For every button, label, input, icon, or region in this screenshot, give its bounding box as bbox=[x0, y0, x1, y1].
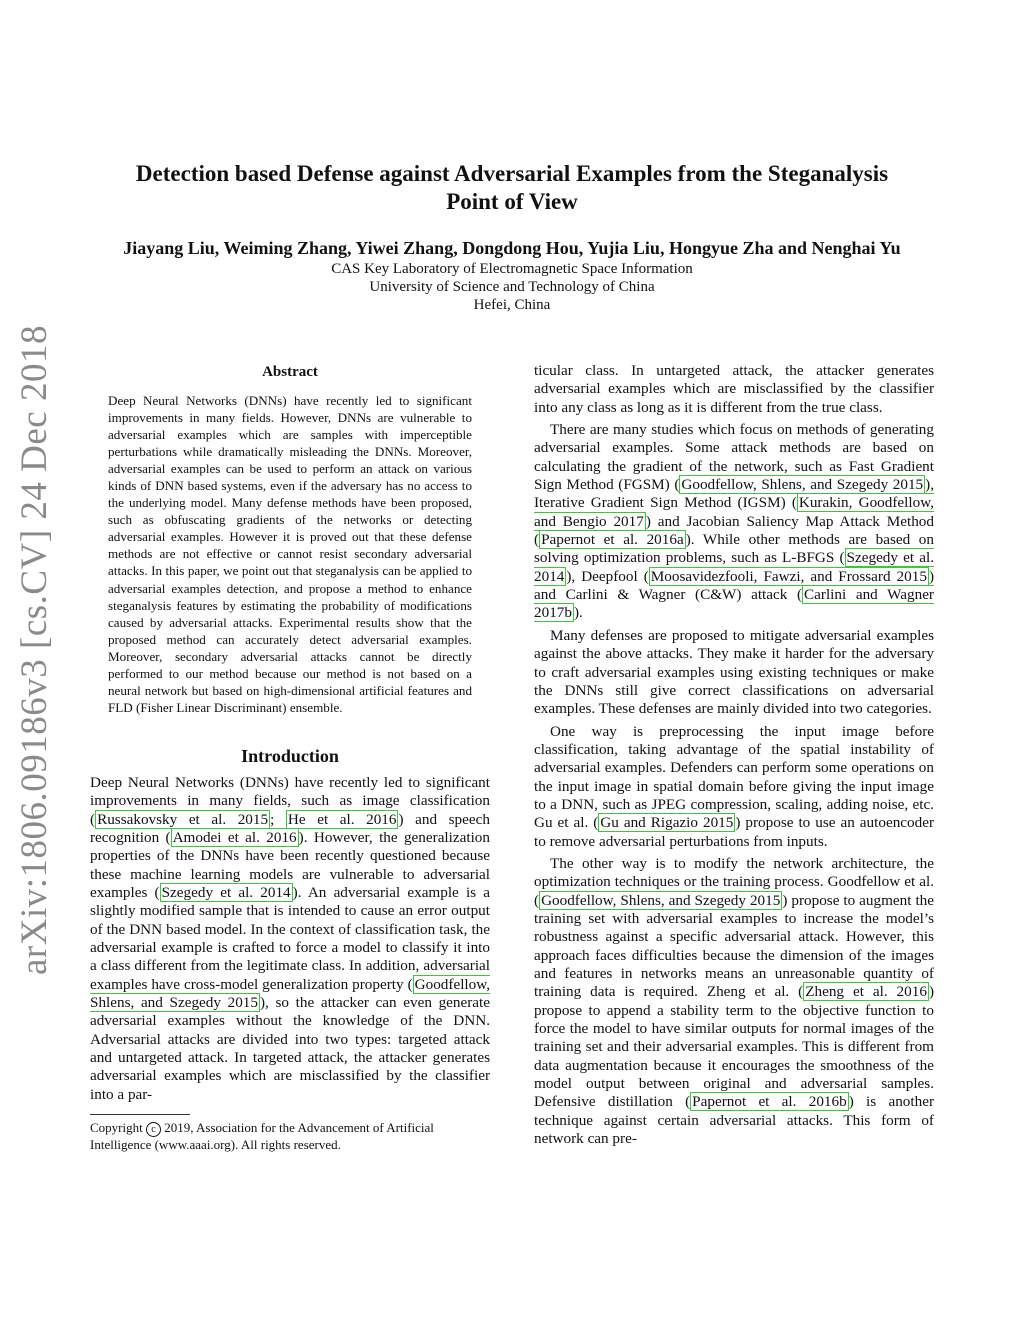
text-span: ). While other methods are based on solving optimization problems, such as L-BFGS ( bbox=[534, 531, 934, 567]
text-span: ) and Jacobian Saliency Map Attack Method ( bbox=[534, 512, 934, 549]
right-column bbox=[534, 362, 934, 1148]
citation-link[interactable]: Goodfellow, Shlens, and Szegedy 2015 bbox=[681, 476, 924, 494]
text-span: Deep Neural Networks (DNNs) have recently led to significant improvements in many fields, such as image classification ( bbox=[90, 773, 490, 828]
affiliation-line-1: CAS Key Laboratory of Electromagnetic Space Information bbox=[331, 261, 693, 277]
citation-link[interactable]: Zheng et al. 2016 bbox=[805, 983, 927, 1001]
text-span: There are many studies which focus on methods of generating adversarial examples. Some attack methods are based on calculating the gradient of the network, such as Fast Gradient Sign Method (FGSM) ( bbox=[534, 421, 934, 494]
introduction-heading: Introduction bbox=[241, 745, 339, 766]
citation-link[interactable]: Amodei et al. 2016 bbox=[172, 828, 297, 846]
text-span: ), Deepfool ( bbox=[566, 567, 649, 585]
text-span: ) and Carlini & Wagner (C&W) attack ( bbox=[534, 567, 934, 604]
citation-link[interactable]: He et al. 2016 bbox=[287, 810, 397, 828]
paper-title-line1: Detection based Defense against Adversarial Examples from the Steganalysis bbox=[135, 161, 889, 186]
text-span: ) propose to append a stability term to the objective function to force the model to have similar outputs for normal images of the training set and their adversarial examples. This is different from data augmentation because it encourages the smoothness of the model output between original and adversarial samples. Defensive distillation ( bbox=[534, 983, 934, 1111]
text-span: One way is preprocessing the input image before classification, taking advantage of the spatial instability of adversarial examples. Defenders can perform some operations on the input image in spatial domain before giving the input image to a DNN, such as JPEG compression, scaling, adding noise, etc. Gu et al. ( bbox=[534, 722, 934, 832]
left-column bbox=[90, 362, 490, 1153]
copyright-prefix: Copyright bbox=[90, 1120, 143, 1136]
citation-link[interactable]: Goodfellow, Shlens, and Szegedy 2015 bbox=[541, 891, 781, 909]
text-span: ). bbox=[573, 604, 583, 622]
citation-link[interactable]: Gu and Rigazio 2015 bbox=[600, 814, 734, 832]
text-span: The other way is to modify the network architecture, the optimization techniques or the training process. Goodfellow et al. ( bbox=[534, 854, 934, 909]
text-span: ) is another technique against certain adversarial attacks. This form of network can pre- bbox=[534, 1093, 934, 1148]
text-span: ), Iterative Gradient Sign Method (IGSM) ( bbox=[534, 476, 934, 512]
affiliation-line-2: University of Science and Technology of China bbox=[369, 279, 655, 295]
citation-link[interactable]: Goodfellow, Shlens, and Szegedy 2015 bbox=[90, 975, 490, 1012]
abstract-text: Deep Neural Networks (DNNs) have recently led to significant improvements in many fields. However, DNNs are vulnerable to adversarial examples which are samples with imperceptible perturbations while dramatically misleading the DNNs. Moreover, adversarial examples can be used to perform an attack on various kinds of DNN based systems, even if the adversary has no access to the underlying model. Many defense methods have been proposed, such as obfuscating gradients of the networks or detecting adversarial examples. However it is proved out that these defense methods are not effective or cannot resist secondary adversarial attacks. In this paper, we point out that steganalysis can be applied to adversarial examples detection, and propose a method to enhance steganalysis features by estimating the probability of modifications caused by adversarial attacks. Experimental results show that the proposed method can accurately detect adversarial examples. Moreover, secondary adversarial attacks cannot be directly performed to our method because our method is not based on a neural network but based on high-dimensional artificial features and FLD (Fisher Linear Discriminant) ensemble. bbox=[108, 393, 472, 715]
citation-link[interactable]: Papernot et al. 2016b bbox=[692, 1093, 847, 1111]
citation-link[interactable]: Szegedy et al. 2014 bbox=[534, 549, 935, 585]
text-span: ). An adversarial example is a slightly modified sample that is intended to cause an error output of the DNN based model. In the context of classification task, the adversarial example is crafted to force a model to classify it into a class different from the legitimate class. In addition, adversarial examples have cross-model generalization property ( bbox=[90, 883, 491, 993]
intro-paragraph-1-continued: ticular class. In untargeted attack, the attacker generates adversarial examples which are misclassified by the classifier into any class as long as it is different from the true class. bbox=[534, 362, 934, 416]
citation-link[interactable]: Carlini and Wagner 2017b bbox=[534, 586, 934, 622]
citation-link[interactable]: Moosavidezfooli, Fawzi, and Frossard 2015 bbox=[650, 567, 927, 585]
affiliation-line-3: Hefei, China bbox=[473, 297, 551, 313]
citation-link[interactable]: Kurakin, Goodfellow, and Bengio 2017 bbox=[534, 494, 934, 530]
citation-link[interactable]: Szegedy et al. 2014 bbox=[161, 883, 291, 901]
abstract-heading: Abstract bbox=[262, 364, 318, 380]
text-span: ) propose to augment the training set with adversarial examples to increase the model’s robustness against a specific adversarial attack. However, this approach faces difficulties because the dimension of the images and features in networks means an unreasonable quantity of training data is required. Zheng et al. ( bbox=[534, 891, 935, 1001]
copyright-symbol-icon: c bbox=[146, 1122, 161, 1137]
copyright-footnote bbox=[90, 1120, 490, 1153]
citation-link[interactable]: Papernot et al. 2016a bbox=[541, 531, 684, 549]
text-span: ; bbox=[270, 810, 286, 828]
text-span: ), so the attacker can even generate adversarial examples without the knowledge of the DNN. Adversarial attacks are divided into two types: targeted attack and untargeted attack. In targeted attack, the attacker generates adversarial examples which are misclassified by the classifier into a par- bbox=[90, 994, 491, 1103]
paper-authors: Jiayang Liu, Weiming Zhang, Yiwei Zhang, Dongdong Hou, Yujia Liu, Hongyue Zha and Nenghai Yu bbox=[123, 238, 901, 258]
footnote-rule bbox=[90, 1114, 190, 1115]
text-span: ) propose to use an autoencoder to remove adversarial perturbations from inputs. bbox=[534, 814, 935, 850]
arxiv-stamp: arXiv:1806.09186v3 [cs.CV] 24 Dec 2018 bbox=[14, 325, 55, 975]
text-span: ). However, the generalization properties of the DNNs have been recently questioned because these machine learning models are vulnerable to adversarial examples ( bbox=[90, 828, 490, 901]
intro-paragraph-1 bbox=[90, 774, 490, 1104]
paper-title-line2: Point of View bbox=[446, 189, 578, 214]
intro-paragraph-2 bbox=[534, 421, 934, 623]
intro-paragraph-3: Many defenses are proposed to mitigate adversarial examples against the above attacks. They make it harder for the adversary to craft adversarial examples using existing techniques or make the DNNs still give correct classifications on adversarial examples. These defenses are mainly divided into two categories. bbox=[534, 626, 934, 718]
copyright-text: 2019, Association for the Advancement of Artificial Intelligence (www.aaai.org). All rights reserved. bbox=[90, 1120, 434, 1153]
intro-paragraph-5 bbox=[534, 855, 934, 1149]
paper-title bbox=[80, 160, 944, 216]
text-span: ) and speech recognition ( bbox=[90, 810, 490, 846]
intro-paragraph-4 bbox=[534, 723, 934, 851]
citation-link[interactable]: Russakovsky et al. 2015 bbox=[97, 810, 269, 828]
